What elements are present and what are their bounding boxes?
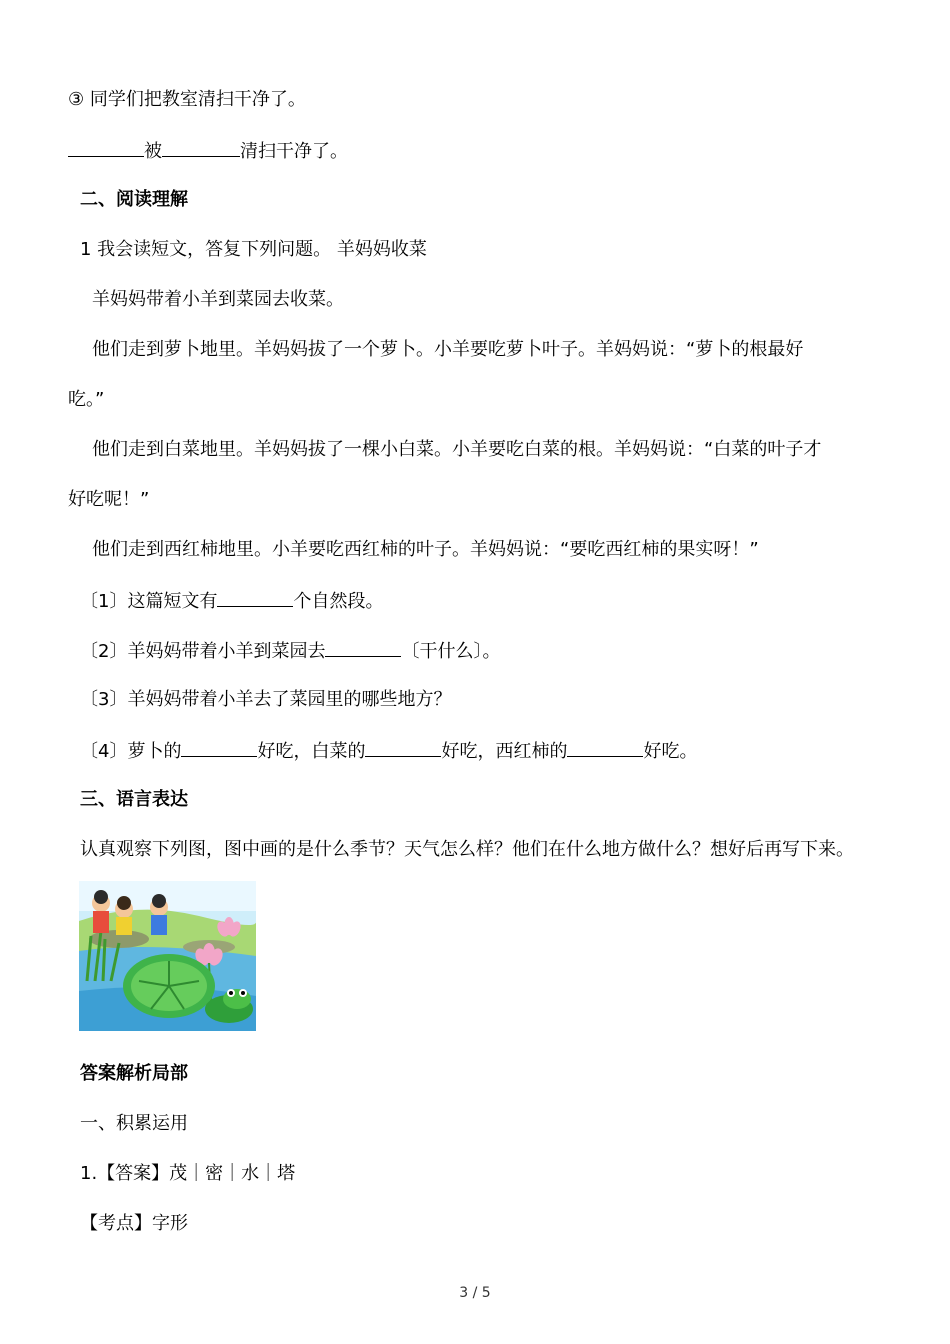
question-1-tail: 个自然段。 bbox=[293, 591, 384, 612]
page-number: 3 / 5 bbox=[459, 1285, 491, 1301]
passage-paragraph-2-cont: 吃。” bbox=[68, 389, 105, 410]
answer-blank[interactable] bbox=[217, 588, 293, 607]
pond-scene-illustration bbox=[79, 881, 256, 1031]
passage-paragraph-4: 他们走到西红柿地里。小羊要吃西红柿的叶子。羊妈妈说：“要吃西红柿的果实呀！” bbox=[92, 539, 759, 560]
answer-tail: 清扫干净了。 bbox=[240, 141, 348, 162]
question-1-text: 〔1〕这篇短文有 bbox=[80, 591, 218, 612]
question-4-text: 〔4〕萝卜的 bbox=[80, 741, 182, 762]
question-4-tail: 好吃。 bbox=[643, 741, 698, 762]
passage-paragraph-1: 羊妈妈带着小羊到菜园去收菜。 bbox=[92, 289, 344, 310]
exercise3-sentence: ③ 同学们把教室清扫干净了。 bbox=[68, 89, 306, 110]
question-2-text: 〔2〕羊妈妈带着小羊到菜园去 bbox=[80, 641, 326, 662]
section-title-expression: 三、语言表达 bbox=[80, 789, 188, 810]
question-4 bbox=[80, 738, 697, 764]
passage-paragraph-3: 他们走到白菜地里。羊妈妈拔了一棵小白菜。小羊要吃白菜的根。羊妈妈说：“白菜的叶子才 bbox=[92, 439, 822, 460]
expression-prompt: 认真观察下列图，图中画的是什么季节？天气怎么样？他们在什么地方做什么？想好后再写下来。 bbox=[80, 839, 854, 860]
question-2 bbox=[80, 638, 500, 664]
exercise3-answer-line bbox=[68, 138, 348, 164]
passage-paragraph-3-cont: 好吃呢！” bbox=[68, 489, 150, 510]
answer-blank[interactable] bbox=[181, 738, 257, 757]
question-4-part2: 好吃，白菜的 bbox=[257, 741, 366, 762]
knowledge-point-1: 【考点】字形 bbox=[80, 1213, 188, 1234]
answer-blank[interactable] bbox=[365, 738, 441, 757]
question-3: 〔3〕羊妈妈带着小羊去了菜园里的哪些地方？ bbox=[80, 689, 452, 710]
answers-title: 答案解析局部 bbox=[80, 1063, 188, 1084]
section-title-reading: 二、阅读理解 bbox=[80, 189, 188, 210]
answers-section-1: 一、积累运用 bbox=[80, 1113, 188, 1134]
passive-word: 被 bbox=[144, 141, 162, 162]
answer-blank[interactable] bbox=[325, 638, 401, 657]
question-4-part3: 好吃，西红柿的 bbox=[441, 741, 568, 762]
question-1 bbox=[80, 588, 383, 614]
question-2-tail: 〔干什么〕。 bbox=[401, 641, 501, 662]
answer-blank[interactable] bbox=[567, 738, 643, 757]
answer-1: 1.【答案】茂｜密｜水｜塔 bbox=[80, 1163, 296, 1184]
answer-blank[interactable] bbox=[162, 138, 240, 157]
answer-blank[interactable] bbox=[68, 138, 144, 157]
passage-paragraph-2: 他们走到萝卜地里。羊妈妈拔了一个萝卜。小羊要吃萝卜叶子。羊妈妈说：“萝卜的根最好 bbox=[92, 339, 804, 360]
reading-intro: 1 我会读短文，答复下列问题。 羊妈妈收菜 bbox=[80, 239, 427, 260]
